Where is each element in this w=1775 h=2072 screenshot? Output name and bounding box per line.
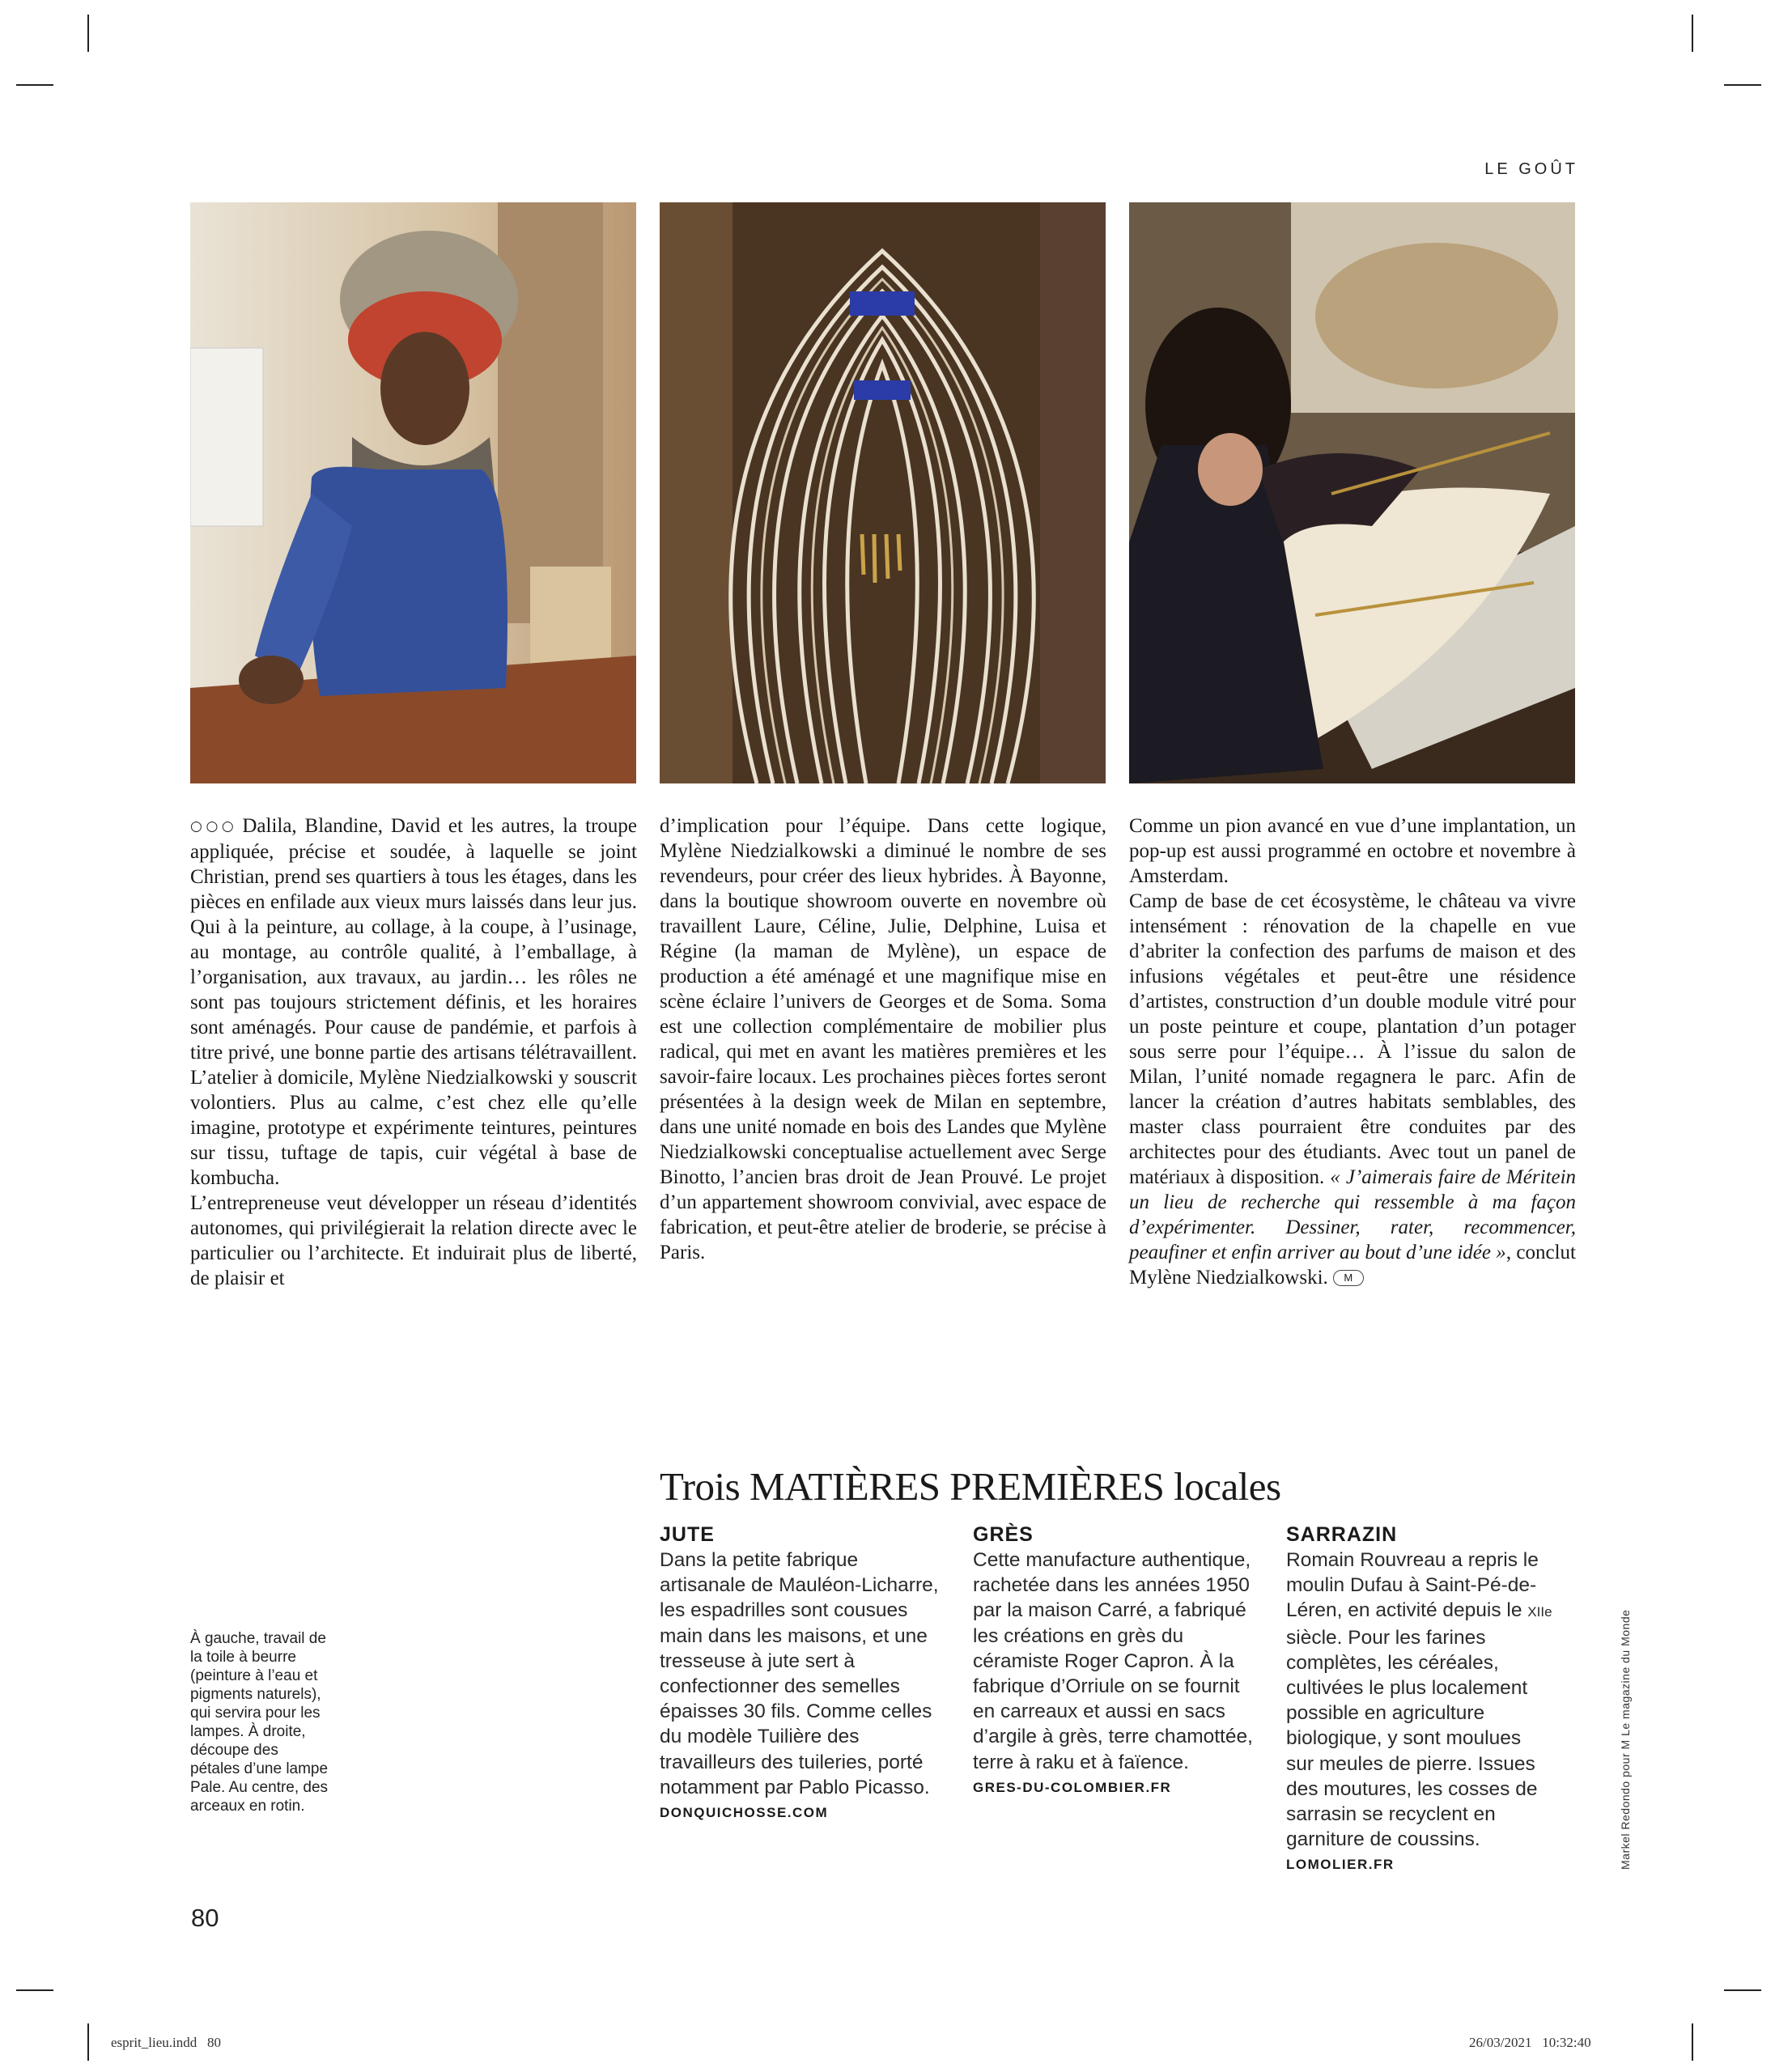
material-jute xyxy=(660,1522,943,1821)
paragraph: Camp de base de cet écosystème, le château va vivre intensément : rénovation de la chapelle en vue d’abriter la confection des parfums de maison et des infusions végétales et peut-être une résidence d’artistes, construction d’un double module vitré pour un poste peinture et coupe, plantation d’un potager sous serre pour l’équipe… À l’issue du salon de Milan, l’unité nomade regagnera le parc. Afin de lancer la création d’autres habitats semblables, des master class pourraient être conduites par des architectes pour des étudiants. Avec tout un panel de matériaux à disposition. xyxy=(1129,890,1576,1188)
material-gres xyxy=(973,1522,1256,1796)
slug-timestamp: 26/03/2021 10:32:40 xyxy=(1469,2035,1591,2050)
text-fragment: siècle. Pour les farines complètes, les céréales, cultivées le plus localement possible en agriculture biologique, y sont moulues sur meules de pierre. Issues des moutures, les cosses de sarrasin se recyclent en garniture de coussins. xyxy=(1286,1626,1538,1851)
article-column-3 xyxy=(1129,813,1576,1290)
crop-mark xyxy=(16,1989,53,1991)
paragraph: Dalila, Blandine, David et les autres, la troupe appliquée, précise et soudée, à laquelle se joint Christian, prend ses quartiers à tous les étages, dans les pièces en enfilade aux vieux murs laissés dans leur jus. Qui à la peinture, au collage, à la coupe, à l’usinage, au montage, au contrôle qualité, à l’emballage, à l’organisation, aux travaux, au jardin… les rôles ne sont pas toujours strictement définis, et les horaires sont aménagés. Pour cause de pandémie, et parfois à titre privé, une bonne partie des artisans télétravaillent. L’atelier à domicile, Mylène Niedzialkowski y souscrit volontiers. Plus au calme, c’est chez elle qu’elle imagine, prototype et expérimente teintures, peintures sur tissu, tuftage de tapis, cuir végétal à base de kombucha. xyxy=(190,815,637,1189)
crop-mark xyxy=(1692,15,1693,52)
material-title: GRÈS xyxy=(973,1523,1034,1546)
box-title: Trois MATIÈRES PREMIÈRES locales xyxy=(660,1464,1281,1509)
crop-mark xyxy=(1724,84,1761,86)
crop-mark xyxy=(87,15,89,52)
material-link[interactable]: LOMOLIER.FR xyxy=(1286,1857,1395,1873)
article-column-1 xyxy=(190,813,637,1291)
closing-quote: « J’aimerais faire de Méritein un lieu de recherche qui ressemble à ma façon d’expérimenter. Dessiner, rater, recommencer, peaufiner et enfin arriver au bout d’une idée » xyxy=(1129,1166,1577,1263)
material-link[interactable]: GRES-DU-COLOMBIER.FR xyxy=(973,1779,1172,1795)
material-title: SARRAZIN xyxy=(1286,1523,1398,1546)
text-fragment: Romain Rouvreau a repris le moulin Dufau à Saint-Pé-de-Léren, en activité depuis le xyxy=(1286,1549,1539,1622)
article-column-2 xyxy=(660,813,1106,1265)
material-text: Dans la petite fabrique artisanale de Mauléon-Licharre, les espadrilles sont cousues main dans les maisons, et une tresseuse à jute sert à confectionner des semelles épaisses 30 fils. Comme celles du modèle Tuilière des travailleurs des tuileries, porté notamment par Pablo Picasso. xyxy=(660,1549,939,1798)
lead-marker: ○○○ xyxy=(190,818,238,834)
crop-mark xyxy=(87,2023,89,2061)
material-sarrazin xyxy=(1286,1522,1553,1873)
material-text: Cette manufacture authentique, rachetée dans les années 1950 par la maison Carré, a fabriqué les créations en grès du céramiste Roger Capron. À la fabrique d’Orriule on se fournit en carreaux et aussi en sacs d’argile à grès, terre chamottée, terre à raku et à faïence. xyxy=(973,1549,1253,1773)
crop-mark xyxy=(1724,1989,1761,1991)
material-text xyxy=(1286,1548,1553,1852)
paragraph: Comme un pion avancé en vue d’une implantation, un pop-up est aussi programmé en octobre et novembre à Amsterdam. xyxy=(1129,815,1576,887)
paragraph: d’implication pour l’équipe. Dans cette logique, Mylène Niedzialkowski a diminué le nombre de ses revendeurs, pour créer des lieux hybrides. À Bayonne, dans la boutique showroom ouverte en novembre où travaillent Laure, Céline, Julie, Delphine, Luisa et Régine (la maman de Mylène), un espace de production a été aménagé et une magnifique mise en scène éclaire l’univers de Georges et de Soma. Soma est une collection complémentaire de mobilier plus radical, qui met en avant les matières premières et les savoir-faire locaux. Les prochaines pièces fortes seront présentées à la design week de Milan en septembre, dans une unité nomade en bois des Landes que Mylène Niedzialkowski conceptualise actuellement avec Serge Binotto, l’ancien bras droit de Jean Prouvé. Le projet d’un appartement showroom convivial, avec espace de fabrication, et peut-être atelier de broderie, se précise à Paris. xyxy=(660,815,1106,1263)
page-number: 80 xyxy=(191,1904,219,1932)
end-mark-icon: M xyxy=(1333,1270,1364,1286)
photo-caption: À gauche, travail de la toile à beurre (peinture à l’eau et pigments naturels), qui servira pour les lampes. À droite, découpe des pétales d’une lampe Pale. Au centre, des arceaux en rotin. xyxy=(190,1630,329,1815)
quote-attribution: , conclut Mylène Niedzialkowski. xyxy=(1129,1242,1576,1289)
paragraph: L’entrepreneuse veut développer un réseau d’identités autonomes, qui privilégierait la relation directe avec le particulier ou l’architecte. Et induirait plus de liberté, de plaisir et xyxy=(190,1192,637,1289)
crop-mark xyxy=(1692,2023,1693,2061)
photo-rattan-hoops xyxy=(660,202,1106,783)
material-link[interactable]: DONQUICHOSSE.COM xyxy=(660,1805,829,1821)
crop-mark xyxy=(16,84,53,86)
century-numeral: XIIe xyxy=(1527,1604,1552,1620)
photo-credit: Markel Redondo pour M Le magazine du Monde xyxy=(1619,1609,1632,1870)
photo-woman-painting xyxy=(190,202,636,783)
section-label: LE GOÛT xyxy=(1484,160,1578,178)
material-title: JUTE xyxy=(660,1523,715,1546)
photo-cutting-petals xyxy=(1129,202,1575,783)
slug-file: esprit_lieu.indd 80 xyxy=(111,2035,221,2050)
